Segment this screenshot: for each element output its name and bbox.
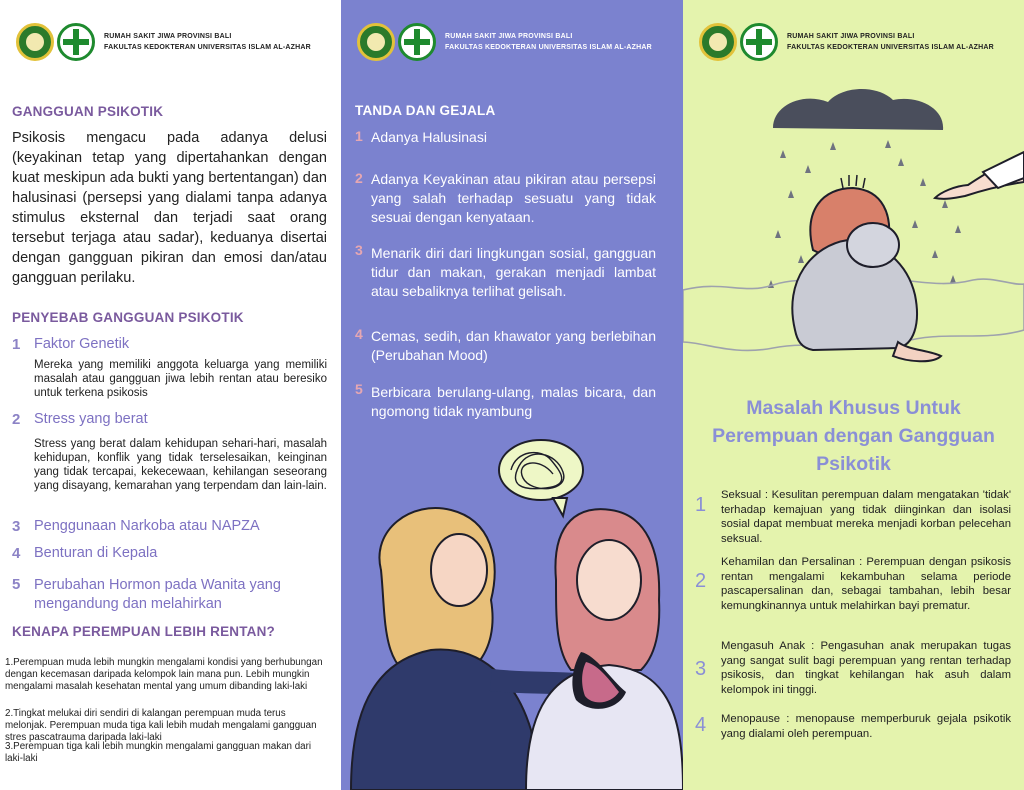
faculty-logo-icon [740,23,778,61]
symptom-text: Berbicara berulang-ulang, malas bicara, dan ngomong tidak nyambung [371,384,656,419]
section-heading-rentan: KENAPA PEREMPUAN LEBIH RENTAN? [12,624,276,639]
institution-name [445,31,652,53]
left-panel [0,0,341,790]
institution-line2: FAKULTAS KEDOKTERAN UNIVERSITAS ISLAM AL-AZHAR [445,44,652,51]
symptom-number: 3 [355,242,363,258]
issue-number: 1 [695,494,707,516]
cause-number: 3 [12,518,21,535]
symptom-number: 4 [355,326,363,342]
header-right [699,22,994,62]
faculty-logo-icon [398,23,436,61]
institution-name [787,31,994,53]
section-heading-gangguan: GANGGUAN PSIKOTIK [12,104,164,119]
cause-desc: Mereka yang memiliki anggota keluarga yang memiliki masalah atau gangguan jiwa lebih rentan atau beresiko untuk terkena psikosis [34,359,327,399]
cause-title: Perubahan Hormon pada Wanita yang mengandung dan melahirkan [34,577,281,612]
cause-title: Faktor Genetik [34,336,130,352]
reason-item: 1.Perempuan muda lebih mungkin mengalami kondisi yang berhubungan dengan kecemasan daripada kelompok lain mana pun. Lebih mungkin mengalami masalah kesehatan mental yang umum dibanding laki-laki [5,657,323,692]
cause-title: Benturan di Kepala [34,545,158,561]
cause-title: Stress yang berat [34,411,148,427]
issue-text: Mengasuh Anak : Pengasuhan anak merupakan tugas yang sangat sulit bagi perempuan yang rentan terhadap psikosis, dan tingkat kehilangan hak asuh dalam kelompok ini tinggi. [721,640,1011,696]
institution-line2: FAKULTAS KEDOKTERAN UNIVERSITAS ISLAM AL-AZHAR [787,44,994,51]
symptom-number: 1 [355,128,363,144]
right-title-line3: Psikotik [816,453,891,475]
cause-number: 2 [12,411,21,428]
symptom-text: Adanya Keyakinan atau pikiran atau persepsi yang salah terhadap sesuatu yang tidak sesuai dengan kenyataan. [371,171,656,225]
institution-line1: RUMAH SAKIT JIWA PROVINSI BALI [104,33,232,40]
section-body-gangguan: Psikosis mengacu pada adanya delusi (keyakinan tetap yang dipertahankan dengan kuat meskipun ada bukti yang bertentangan) dan halusinasi (persepsi yang dialami tanpa adanya stimulus eksternal dan terjadi saat orang tersebut terjaga atau sadar), keduanya disertai dengan gangguan pikiran dan emosi dan/atau gangguan perilaku. [12,130,327,286]
right-title-line1: Masalah Khusus Untuk [746,397,961,419]
hospital-logo-icon [357,23,395,61]
symptom-text: Adanya Halusinasi [371,129,487,145]
header-middle [357,22,652,62]
symptom-number: 2 [355,170,363,186]
institution-line1: RUMAH SAKIT JIWA PROVINSI BALI [445,33,573,40]
institution-name [104,31,311,53]
section-heading-penyebab: PENYEBAB GANGGUAN PSIKOTIK [12,310,244,325]
cause-desc: Stress yang berat dalam kehidupan sehari-hari, masalah kehidupan, konflik yang tidak terselesaikan, keinginan yang tidak tercapai, kekecewaan, kehilangan seseorang yang disayang, kemarahan yang terpendam dan lain-lain. [34,438,327,492]
sad-woman-rain-illustration [683,80,1024,380]
header-left [16,22,311,62]
issue-number: 3 [695,658,707,680]
right-panel [683,0,1024,790]
symptoms-heading: TANDA DAN GEJALA [355,103,496,118]
hospital-logo-icon [16,23,54,61]
middle-panel [341,0,683,790]
issue-text: Seksual : Kesulitan perempuan dalam mengatakan 'tidak' terhadap kemajuan yang tidak diinginkan dan isolasi sosial dapat membuat mereka menjadi korban pelecehan seksual. [721,489,1011,545]
two-women-illustration [341,430,683,790]
right-title-line2: Perempuan dengan Gangguan [712,425,995,447]
cause-title: Penggunaan Narkoba atau NAPZA [34,518,260,534]
cause-number: 4 [12,545,21,562]
reason-item: 3.Perempuan tiga kali lebih mungkin mengalami gangguan makan dari laki-laki [5,741,312,764]
issue-number: 4 [695,714,707,736]
cause-number: 5 [12,576,21,593]
symptom-text: Cemas, sedih, dan khawator yang berlebihan (Perubahan Mood) [371,328,656,363]
institution-line2: FAKULTAS KEDOKTERAN UNIVERSITAS ISLAM AL-AZHAR [104,44,311,51]
issue-text: Kehamilan dan Persalinan : Perempuan dengan psikosis rentan mengalami kekambuhan selama periode pascapersalinan dan, sebagai tambahan, lebih besar kemungkinannya untuk melahirkan bayi prematur. [721,556,1011,612]
symptom-number: 5 [355,381,363,397]
cause-number: 1 [12,336,21,353]
issue-text: Menopause : menopause memperburuk gejala psikotik yang dialami oleh perempuan. [721,713,1011,740]
hospital-logo-icon [699,23,737,61]
institution-line1: RUMAH SAKIT JIWA PROVINSI BALI [787,33,915,40]
reason-item: 2.Tingkat melukai diri sendiri di kalangan perempuan muda terus melonjak. Perempuan muda tiga kali lebih mudah mengalami gangguan stres pascatrauma daripada laki-laki [5,708,317,743]
faculty-logo-icon [57,23,95,61]
issue-number: 2 [695,570,707,592]
symptom-text: Menarik diri dari lingkungan sosial, gangguan tidur dan makan, gerakan menjadi lambat atau sebaliknya terlihat gelisah. [371,245,656,299]
